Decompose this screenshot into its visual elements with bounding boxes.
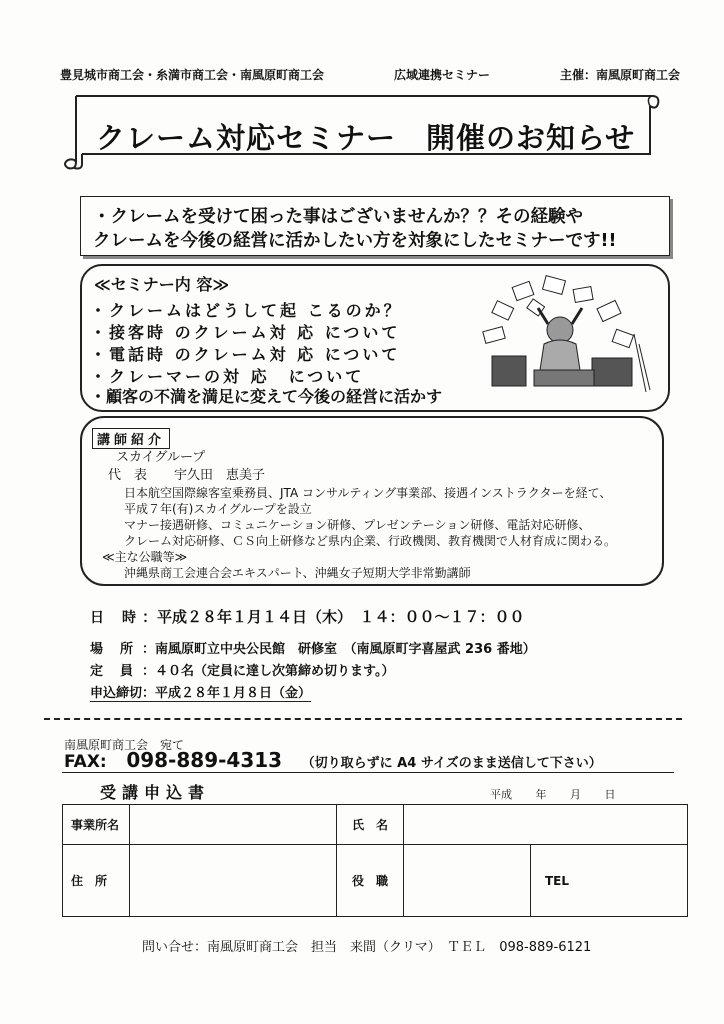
posts: 沖縄県商工会連合会エキスパート、沖縄女子短期大学非常勤講師 <box>124 566 471 580</box>
tel-field[interactable] <box>531 845 688 917</box>
content-item: ・クレーマーの対 応 について <box>90 367 365 386</box>
day-label: 日 <box>604 788 616 801</box>
lecturer-heading: 講師紹介 <box>92 428 170 449</box>
content-item: ・クレームはどうして起 こるのか？ <box>90 301 403 320</box>
seminar-content-box <box>80 264 670 412</box>
lecturer-bio: クレーム対応研修、ＣＳ向上研修など県内企業、行政機関、教育機関で人材育成に関わる。 <box>124 534 617 548</box>
fax-note: （切り取らずに A4 サイズのまま送信して下さい） <box>301 756 602 771</box>
position-field[interactable] <box>404 845 531 917</box>
fax-line <box>64 748 602 772</box>
month-label: 月 <box>570 788 581 801</box>
header-line <box>60 66 680 83</box>
business-name-label: 事業所名 <box>63 805 130 845</box>
venue-label: 場 所 <box>90 642 136 657</box>
intro-line-2: クレームを今後の経営に活かしたい方を対象にしたセミナーです!! <box>93 231 617 251</box>
form-title: 受講申込書 <box>100 783 211 802</box>
business-name-field[interactable] <box>130 805 337 845</box>
year-label: 年 <box>535 788 547 801</box>
lecturer-rep-label: 代 表 <box>108 468 148 483</box>
detail-date <box>90 606 525 627</box>
address-field[interactable] <box>130 845 337 917</box>
lecturer-name: 宇久田 恵美子 <box>174 468 266 483</box>
venue-value: ：南風原町立中央公民館 研修室 （南風原町字喜屋武 236 番地） <box>142 642 536 657</box>
date-value: ：平成２８年１月１４日（木） １４：００〜１７：００ <box>142 608 525 626</box>
fax-label: FAX: <box>64 752 107 772</box>
lecturer-bio: 平成７年(有)スカイグループを設立 <box>124 502 312 516</box>
deadline: 申込締切：平成２８年１月８日（金） <box>90 682 311 702</box>
name-field[interactable] <box>404 805 688 845</box>
lecturer-bio: マナー接遇研修、コミュニケーション研修、プレゼンテーション研修、電話対応研修、 <box>124 518 591 532</box>
contact-footer: 問い合せ：南風原町商工会 担当 来間（クリマ） ＴＥＬ 098-889-6121 <box>142 940 592 955</box>
stressed-worker-illustration <box>474 274 654 394</box>
lecturer-box <box>80 416 664 586</box>
lecturer-bio: 日本航空国際線客室乗務員、JTA コンサルティング事業部、接遇インストラクターを経て、 <box>124 486 612 500</box>
intro-box <box>80 196 670 256</box>
fax-recipient: 南風原町商工会 宛て <box>64 738 185 752</box>
capacity-value: ：４０名（定員に達し次第締め切ります。） <box>142 664 395 679</box>
content-item: ・接客時 のクレーム対 応 について <box>90 323 401 342</box>
tel-label: TEL <box>545 873 570 888</box>
detail-capacity <box>90 660 394 679</box>
intro-line-1: ・クレームを受けて困った事はございませんか？？その経験や <box>93 207 583 227</box>
address-label: 住 所 <box>63 845 130 917</box>
detail-venue <box>90 638 536 657</box>
fax-underline <box>62 772 674 773</box>
seminar-type: 広域連携セミナー <box>393 68 490 82</box>
era-label: 平成 <box>490 788 512 801</box>
host: 主催：南風原町商工会 <box>559 68 680 82</box>
page-title: クレーム対応セミナー 開催のお知らせ <box>96 121 636 155</box>
fax-number: 098-889-4313 <box>126 748 283 772</box>
position-label: 役 職 <box>337 845 404 917</box>
organizers: 豊見城市商工会・糸満市商工会・南風原町商工会 <box>60 68 325 82</box>
capacity-label: 定 員 <box>90 664 136 679</box>
content-heading: ≪セミナー内 容≫ <box>94 275 230 294</box>
form-date-fields <box>490 786 616 802</box>
lecturer-group: スカイグループ <box>116 450 206 465</box>
content-item: ・電話時 のクレーム対 応 について <box>90 345 401 364</box>
date-label: 日 時 <box>90 610 138 626</box>
cut-line <box>44 718 682 720</box>
application-form-table <box>62 804 688 917</box>
posts-heading: ≪主な公職等≫ <box>102 550 188 564</box>
content-item: ・顧客の不満を満足に変えて今後の経営に活かす <box>90 387 443 406</box>
name-label: 氏 名 <box>337 805 404 845</box>
